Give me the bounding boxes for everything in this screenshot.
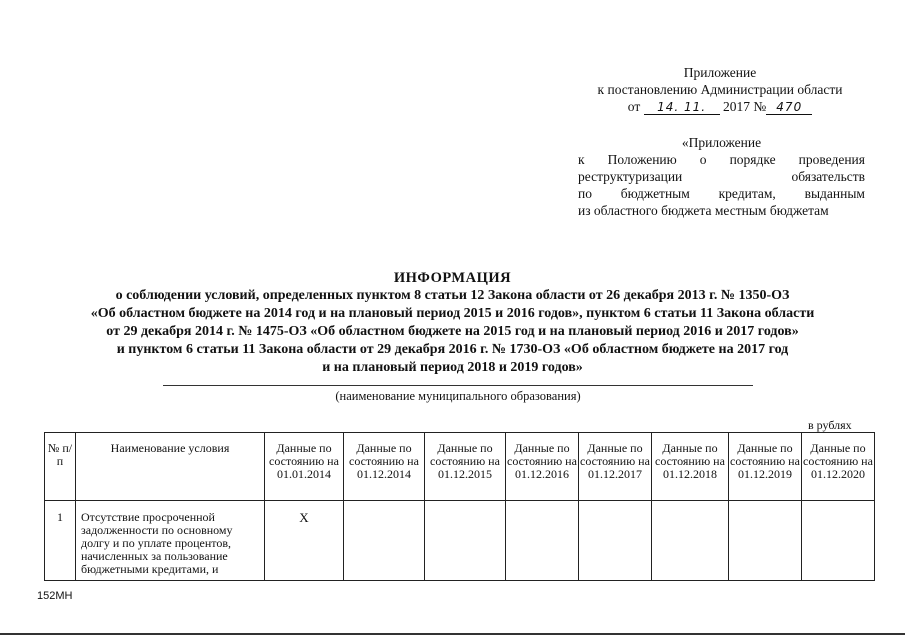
word: Положению xyxy=(607,152,677,167)
row-value xyxy=(506,501,579,581)
date-prefix: от xyxy=(627,99,641,114)
appendix-date-line xyxy=(560,98,880,115)
appendix-title: Приложение xyxy=(683,65,757,80)
word: реструктуризации xyxy=(578,169,683,184)
header-date-col: Данные по состоянию на 01.12.2019 xyxy=(729,433,802,501)
row-value xyxy=(802,501,875,581)
row-condition: Отсутствие просроченной задолженности по основному долгу и по уплате процентов, начисленных за пользование бюджетными кредитами, и xyxy=(76,501,265,581)
year-number-label: 2017 № xyxy=(722,99,767,114)
word: к xyxy=(578,152,585,167)
appendix-decree-ref: к постановлению Администрации области xyxy=(597,82,843,97)
title-line-4: и пунктом 6 статьи 11 Закона области от 29 декабря 2016 г. № 1730-ОЗ «Об областном бюджете на 2017 год xyxy=(116,342,789,357)
nested-appendix-line-4 xyxy=(578,185,865,202)
header-date-col: Данные по состоянию на 01.12.2018 xyxy=(652,433,729,501)
nested-appendix-line-2 xyxy=(578,151,865,168)
appendix-nested-header xyxy=(578,134,865,219)
form-code: 152МН xyxy=(37,590,73,602)
header-date-col: Данные по состоянию на 01.12.2014 xyxy=(344,433,425,501)
header-date-col: Данные по состоянию на 01.12.2016 xyxy=(506,433,579,501)
row-value xyxy=(344,501,425,581)
word: проведения xyxy=(798,152,865,167)
title-line-5: и на плановый период 2018 и 2019 годов» xyxy=(322,360,583,375)
word: обязательств xyxy=(791,169,865,184)
title-line-3: от 29 декабря 2014 г. № 1475-ОЗ «Об областном бюджете на 2015 год и на плановый период 2016 и 2017 годов» xyxy=(106,324,799,339)
title-line-1: о соблюдении условий, определенных пунктом 8 статьи 12 Закона области от 26 декабря 2013 г. № 1350-ОЗ xyxy=(115,288,790,303)
header-date-col: Данные по состоянию на 01.12.2017 xyxy=(579,433,652,501)
row-value: X xyxy=(265,501,344,581)
word: о xyxy=(699,152,707,167)
row-value xyxy=(729,501,802,581)
header-date-col: Данные по состоянию на 01.01.2014 xyxy=(265,433,344,501)
nested-appendix-title: «Приложение xyxy=(681,135,762,150)
municipality-fill-line xyxy=(163,385,753,386)
title-line-2: «Об областном бюджете на 2014 год и на плановый период 2015 и 2016 годов», пунктом 6 статьи 11 Закона области xyxy=(90,306,815,321)
word: порядке xyxy=(729,152,776,167)
municipality-caption: (наименование муниципального образования) xyxy=(335,389,581,403)
row-value xyxy=(579,501,652,581)
document-heading: ИНФОРМАЦИЯ xyxy=(393,270,512,286)
appendix-header xyxy=(560,64,880,115)
nested-appendix-line-5: из областного бюджета местным бюджетам xyxy=(578,203,829,218)
header-num: № п/п xyxy=(45,433,76,501)
table-header-row xyxy=(45,433,875,501)
units-label: в рублях xyxy=(808,418,852,432)
word: кредитам, xyxy=(718,186,776,201)
row-number: 1 xyxy=(45,501,76,581)
page-bottom-edge xyxy=(0,633,905,635)
row-value xyxy=(425,501,506,581)
table-row xyxy=(45,501,875,581)
word: бюджетным xyxy=(620,186,690,201)
word: по xyxy=(578,186,592,201)
header-date-col: Данные по состоянию на 01.12.2020 xyxy=(802,433,875,501)
word: выданным xyxy=(804,186,865,201)
header-date-col: Данные по состоянию на 01.12.2015 xyxy=(425,433,506,501)
row-value xyxy=(652,501,729,581)
header-condition: Наименование условия xyxy=(76,433,265,501)
conditions-table xyxy=(44,432,875,581)
handwritten-date: 14. 11. xyxy=(644,101,720,115)
document-title-block xyxy=(20,269,885,377)
handwritten-number: 470 xyxy=(766,101,812,115)
nested-appendix-line-3 xyxy=(578,168,865,185)
